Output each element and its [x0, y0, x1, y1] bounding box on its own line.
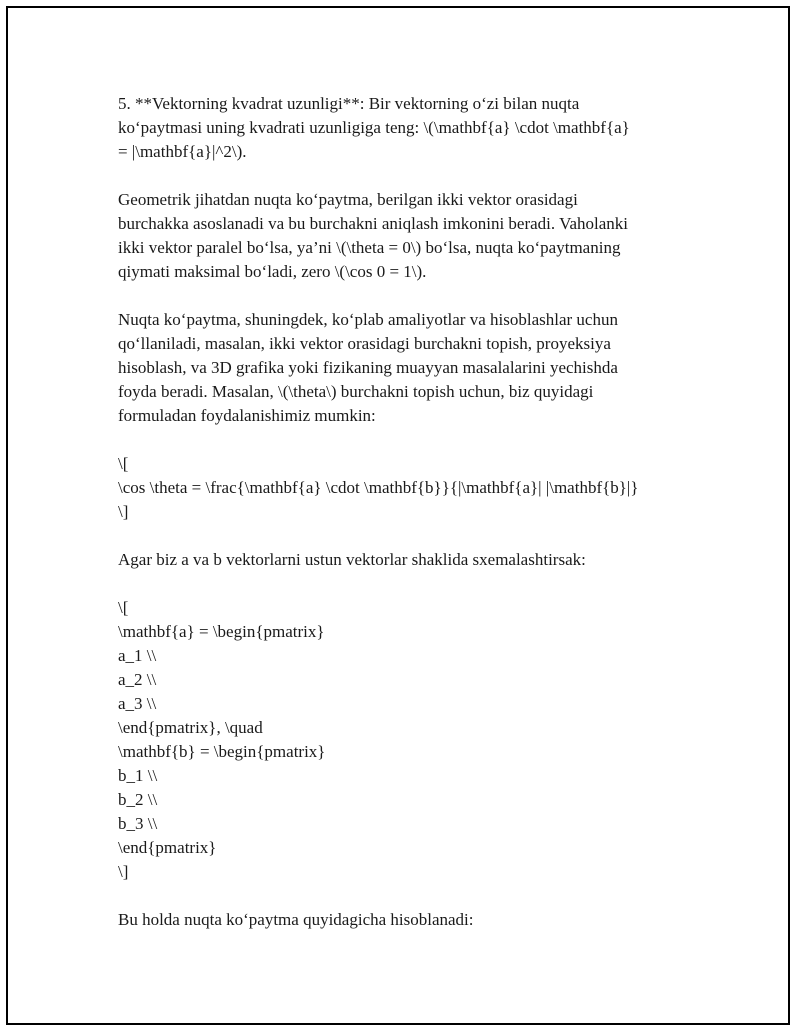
paragraph-1	[118, 92, 718, 164]
text-line: burchakka asoslanadi va bu burchakni aniqlash imkonini beradi. Vaholanki	[118, 214, 629, 233]
text-line: \cos \theta = \frac{\mathbf{a} \cdot \mathbf{b}}{|\mathbf{a}| |\mathbf{b}|}	[118, 478, 639, 497]
document-body	[118, 92, 718, 956]
paragraph-7	[118, 908, 718, 932]
text-line: = |\mathbf{a}|^2\).	[118, 142, 247, 161]
text-line: \]	[118, 862, 129, 881]
text-line: \mathbf{b} = \begin{pmatrix}	[118, 742, 326, 761]
text-line: qo‘llaniladi, masalan, ikki vektor orasidagi burchakni topish, proyeksiya	[118, 334, 611, 353]
text-line: ko‘paytmasi uning kvadrati uzunligiga teng: \(\mathbf{a} \cdot \mathbf{a}	[118, 118, 630, 137]
formula-block-pmatrix	[118, 596, 718, 884]
text-line: \mathbf{a} = \begin{pmatrix}	[118, 622, 325, 641]
text-line: a_3 \\	[118, 694, 157, 713]
paragraph-5	[118, 548, 718, 572]
text-line: formuladan foydalanishimiz mumkin:	[118, 406, 376, 425]
text-line: 5. **Vektorning kvadrat uzunligi**: Bir vektorning o‘zi bilan nuqta	[118, 94, 580, 113]
text-line: foyda beradi. Masalan, \(\theta\) burchakni topish uchun, biz quyidagi	[118, 382, 594, 401]
text-line: b_3 \\	[118, 814, 158, 833]
text-line: \end{pmatrix}, \quad	[118, 718, 263, 737]
text-line: Bu holda nuqta ko‘paytma quyidagicha hisoblanadi:	[118, 910, 474, 929]
paragraph-2	[118, 188, 718, 284]
text-line: b_2 \\	[118, 790, 158, 809]
text-line: ikki vektor paralel bo‘lsa, ya’ni \(\theta = 0\) bo‘lsa, nuqta ko‘paytmaning	[118, 238, 621, 257]
text-line: \[	[118, 598, 129, 617]
text-line: b_1 \\	[118, 766, 158, 785]
text-line: Agar biz a va b vektorlarni ustun vektorlar shaklida sxemalashtirsak:	[118, 550, 586, 569]
formula-block-cos-theta	[118, 452, 718, 524]
text-line: \]	[118, 502, 129, 521]
text-line: \end{pmatrix}	[118, 838, 217, 857]
text-line: a_2 \\	[118, 670, 157, 689]
text-line: a_1 \\	[118, 646, 157, 665]
text-line: Nuqta ko‘paytma, shuningdek, ko‘plab amaliyotlar va hisoblashlar uchun	[118, 310, 618, 329]
paragraph-3	[118, 308, 718, 428]
text-line: qiymati maksimal bo‘ladi, zero \(\cos 0 = 1\).	[118, 262, 427, 281]
text-line: hisoblash, va 3D grafika yoki fizikaning muayyan masalalarini yechishda	[118, 358, 618, 377]
text-line: Geometrik jihatdan nuqta ko‘paytma, berilgan ikki vektor orasidagi	[118, 190, 578, 209]
text-line: \[	[118, 454, 129, 473]
